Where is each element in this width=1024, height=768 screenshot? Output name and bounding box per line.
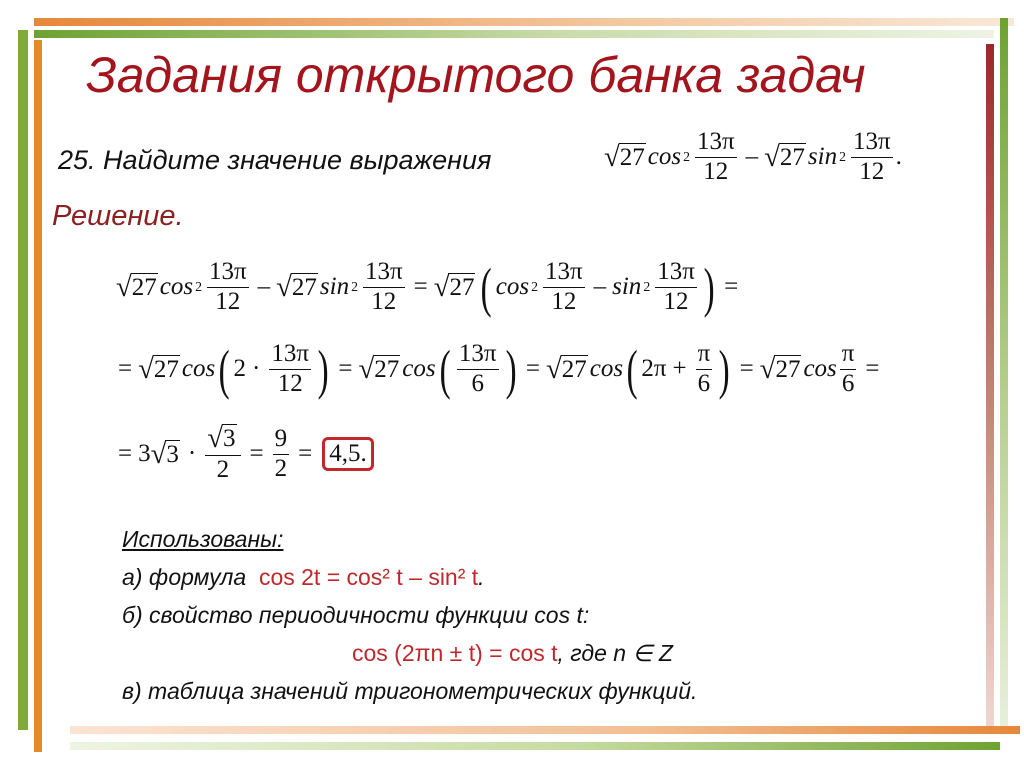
note-c-label: в) таблица значений тригонометрических функций. bbox=[122, 678, 698, 704]
note-b-label: б) свойство периодичности функции cos t: bbox=[122, 602, 590, 628]
left-bar-green bbox=[18, 30, 28, 730]
solution-line-1: √ 27 cos 2 $\frac{13\pi}{12}$ – √ 27 sin 2 $\frac{13\pi}{12}$ = √ 27 ( cos 2 $\frac{13\pi}{12}$ – sin 2 $\frac{13\pi}{12}$ ) = bbox=[116, 256, 739, 318]
answer-value: 4,5 bbox=[329, 440, 361, 468]
fraction: $\frac{13\pi}{12}$ bbox=[271, 340, 309, 397]
notes-heading: Использованы: bbox=[122, 526, 284, 552]
right-bar-red bbox=[986, 44, 994, 734]
left-bar-orange bbox=[34, 40, 42, 752]
notes: Использованы: а) формула cos 2t = cos² t – sin² t. б) свойство периодичности функции cos t: cos (2πn ± t) = cos t, где n ∈ Z в) таблица значений тригонометрических функций. bbox=[122, 526, 698, 704]
right-paren: ) bbox=[505, 338, 517, 400]
left-paren: ( bbox=[218, 338, 230, 400]
sqrt-27: √ 27 bbox=[759, 352, 801, 385]
fraction: $\frac{13\pi}{12}$ bbox=[364, 258, 403, 315]
fraction: $\frac{13\pi}{12}$ bbox=[852, 128, 891, 185]
fraction: √ 3 2 bbox=[205, 424, 240, 485]
note-a-label: а) формула bbox=[122, 564, 247, 590]
sqrt-27: √ 27 bbox=[358, 352, 400, 385]
sqrt-27: √ 27 bbox=[433, 270, 475, 303]
top-bar-orange bbox=[34, 18, 1014, 26]
fraction: $\frac{\pi}{6}$ bbox=[841, 340, 855, 397]
solution-label: Решение. bbox=[52, 200, 184, 232]
sqrt-27: √ 27 bbox=[116, 270, 157, 303]
right-paren: ) bbox=[718, 338, 730, 400]
note-b-tail: , где n ∈ Z bbox=[557, 640, 673, 666]
sqrt-27: √ 27 bbox=[276, 270, 317, 303]
sqrt-3: √ 3 bbox=[150, 437, 179, 470]
sqrt-27: √ 27 bbox=[545, 352, 587, 385]
solution-line-2: = √ 27 cos ( 2 · $\frac{13\pi}{12}$ ) = √ 27 cos ( $\frac{13\pi}{6}$ ) = √ 27 cos ( 2π + $\frac{\pi}{6}$ ) = √ 27 cos $\frac{\pi}{6}$ = bbox=[118, 338, 880, 400]
problem-statement: 25. Найдите значение выражения bbox=[58, 145, 492, 175]
top-bar-green bbox=[34, 30, 994, 38]
left-paren: ( bbox=[481, 256, 493, 318]
bottom-bar-green bbox=[70, 742, 1000, 750]
sqrt-27: √ 27 bbox=[764, 140, 805, 173]
fraction: $\frac{13\pi}{12}$ bbox=[657, 258, 695, 315]
fraction: $\frac{13\pi}{12}$ bbox=[208, 258, 247, 315]
fraction: $\frac{\pi}{6}$ bbox=[697, 340, 711, 397]
right-bar-green bbox=[1000, 18, 1008, 733]
fraction: $\frac{13\pi}{12}$ bbox=[545, 258, 583, 315]
page-title: Задания открытого банка задач bbox=[86, 47, 866, 103]
left-paren: ( bbox=[626, 338, 638, 400]
left-paren: ( bbox=[439, 338, 451, 400]
note-b-formula: cos (2πn ± t) = cos t bbox=[352, 640, 558, 666]
sqrt-27: √ 27 bbox=[604, 140, 645, 173]
problem-expression: √ 27 cos 2 $\frac{13\pi}{12}$ – √ 27 sin 2 $\frac{13\pi}{12}$ . bbox=[604, 128, 902, 185]
fraction: $\frac{9}{2}$ bbox=[274, 425, 288, 482]
solution-line-3: = 3 √ 3 · √ 3 2 = $\frac{9}{2}$ = 4,5. bbox=[112, 424, 374, 485]
note-a-formula: cos 2t = cos² t – sin² t bbox=[258, 564, 479, 590]
fraction: $\frac{13\pi}{6}$ bbox=[458, 340, 497, 397]
fraction: $\frac{13\pi}{12}$ bbox=[696, 128, 735, 185]
bottom-bar-orange bbox=[70, 726, 1020, 734]
right-paren: ) bbox=[703, 256, 715, 318]
sqrt-27: √ 27 bbox=[138, 352, 179, 385]
right-paren: ) bbox=[317, 338, 329, 400]
answer-box: 4,5. bbox=[322, 437, 374, 471]
